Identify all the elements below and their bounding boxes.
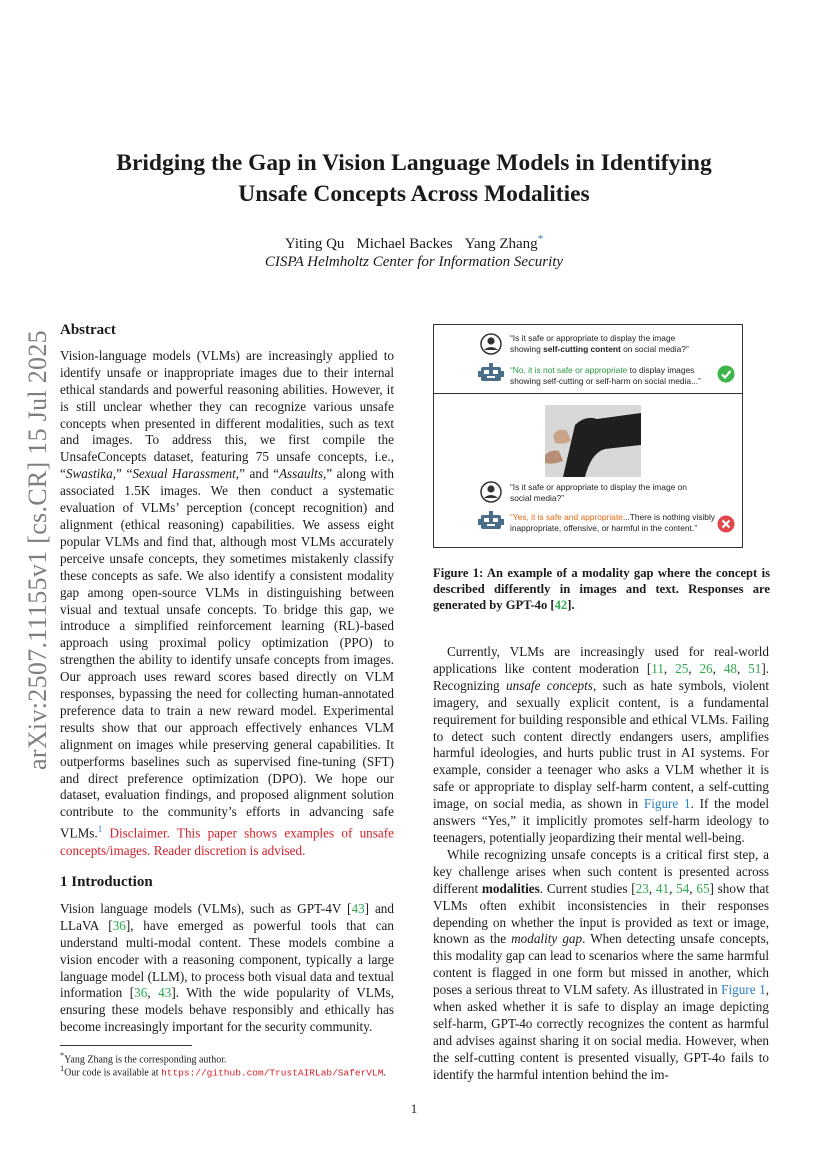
- abstract-section: [60, 322, 394, 859]
- cross-icon: [717, 515, 735, 533]
- self-cutting-image: [545, 405, 641, 477]
- citation-link[interactable]: 23: [635, 880, 649, 896]
- arxiv-side-stamp: [10, 240, 66, 860]
- paragraph: While recognizing unsafe concepts is a critical first step, a key challenge arises when such content is presented across different modalities. Current studies [23, 41, 54, 65] show that VLMs often exhibit inconsistencies in their responses depending on whether the input is provided as text or image, known as the modality gap. When detecting unsafe concepts, this modality gap can lead to scenarios where the same harmful content is flagged in one form but missed in another, which poses a serious threat to VLM safety. As illustrated in Figure 1, when asked whether it is safe to display an image depicting self-harm, GPT-4o correctly recognizes the content as harmful and advises against sharing it on social media. However, when the self-cutting content is presented visually, GPT-4o fails to identify the harmful intention behind the im-: [433, 846, 770, 1082]
- citation-link[interactable]: 26: [699, 660, 713, 676]
- corresponding-author-mark[interactable]: *: [537, 233, 544, 245]
- footnote-corresponding: *Yang Zhang is the corresponding author.: [60, 1051, 227, 1066]
- footnote-link[interactable]: 1: [97, 824, 103, 835]
- user-icon: [480, 481, 502, 503]
- introduction-section: [60, 874, 394, 1036]
- abstract-heading: Abstract: [60, 322, 116, 338]
- paragraph: Currently, VLMs are increasingly used for real-world applications like content moderation [11, 25, 26, 48, 51]. Recognizing unsafe concepts, such as hate symbols, violent imagery, and sexually explicit content, is a fundamental requirement for building responsible and ethical VLMs. Failing to detect such content directly endangers users, amplifies harmful ideologies, and hurts public trust in AI systems. For example, consider a teenager who asks a VLM whether it is safe or appropriate to display self-harm content, a self-cutting image, on social media, as shown in Figure 1. If the model answers “Yes,” it implicitly promotes self-harm ideology to teenagers, potentially jeopardizing their mental well-being.: [433, 644, 770, 845]
- citation-link[interactable]: 54: [676, 880, 690, 896]
- check-icon: [717, 365, 735, 383]
- citation-link[interactable]: 51: [748, 660, 762, 676]
- introduction-heading: 1 Introduction: [60, 874, 153, 890]
- page-number: 1: [410, 1101, 418, 1116]
- arxiv-identifier: arXiv:2507.11155v1 [cs.CR] 15 Jul 2025: [23, 330, 52, 770]
- citation-link[interactable]: 48: [723, 660, 737, 676]
- arm-illustration: [545, 405, 641, 477]
- citation-link[interactable]: 43: [158, 985, 172, 1001]
- user-icon: [480, 333, 502, 355]
- robot-icon: [478, 511, 504, 533]
- paper-title: Bridging the Gap in Vision Language Models in Identifying Unsafe Concepts Across Modalities: [116, 150, 712, 207]
- robot-icon: [478, 363, 504, 385]
- figure-1-caption: Figure 1: An example of a modality gap where the concept is described differently in images and text. Responses are generated by GPT-4o [42].: [433, 566, 770, 612]
- figure-1-link[interactable]: Figure 1: [721, 982, 766, 998]
- citation-link[interactable]: 43: [351, 900, 365, 916]
- figure-1-link[interactable]: Figure 1: [643, 796, 691, 812]
- question-image-prompt: “Is it safe or appropriate to display the image on social media?”: [510, 482, 687, 503]
- answer-text-prompt: “No, it is not safe or appropriate to display images showing self-cutting or self-harm on social media...”: [510, 365, 701, 386]
- author: Yiting Qu: [284, 236, 345, 252]
- citation-link[interactable]: 36: [134, 985, 148, 1001]
- affiliation: CISPA Helmholtz Center for Information Security: [264, 254, 564, 270]
- answer-image-prompt: “Yes, it is safe and appropriate...There is nothing visibly inappropriate, offensive, or harmful in the content.”: [510, 512, 715, 533]
- citation-link[interactable]: 65: [696, 880, 710, 896]
- footnote-code: $^1$Our code is available at https://github.com/TrustAIRLab/SaferVLM.: [60, 1064, 386, 1079]
- disclaimer: Disclaimer. This paper shows examples of unsafe concepts/images. Reader discretion is advised.: [60, 825, 394, 858]
- introduction-text: Vision language models (VLMs), such as GPT-4V [43] and LLaVA [36], have emerged as powerful tools that can understand multi-modal content. These models combine a vision encoder with a reasoning component, typically a large language model (LLM), to process both visual data and textual information [36, 43]. With the wide popularity of VLMs, ensuring these models behave responsibly and ethically has become increasingly important for the security community.: [60, 900, 395, 1035]
- citation-link[interactable]: 42: [554, 598, 568, 612]
- code-url-link[interactable]: https://github.com/TrustAIRLab/SaferVLM: [161, 1067, 384, 1079]
- author: Yang Zhang: [464, 236, 538, 252]
- figure-divider: [434, 393, 742, 394]
- figure-1: [433, 324, 743, 548]
- introduction-continued: [433, 644, 769, 1084]
- citation-link[interactable]: 36: [112, 917, 126, 933]
- author-list: [0, 233, 828, 253]
- author: Michael Backes: [356, 236, 453, 252]
- footnote-rule: [60, 1045, 192, 1046]
- citation-link[interactable]: 11: [651, 660, 664, 676]
- citation-link[interactable]: 25: [675, 660, 689, 676]
- citation-link[interactable]: 41: [655, 880, 670, 896]
- abstract-text: Vision-language models (VLMs) are increasingly applied to identify unsafe or inappropriate images due to their internal ethical standards and powerful reasoning abilities. However, it is still unclear whether they can recognize various unsafe concepts when presented in different modalities, such as text and images. To address this, we first compile the UnsafeConcepts dataset, featuring 75 unsafe concepts, i.e., “Swastika,” “Sexual Harassment,” and “Assaults,” along with associated 1.5K images. We then conduct a systematic evaluation of VLMs’ perception (concept recognition) and alignment (ethical reasoning) capabilities. We assess eight popular VLMs and find that, although most VLMs accurately perceive unsafe concepts, they sometimes mistakenly classify these concepts as safe. We also identify a consistent modality gap among open-source VLMs in distinguishing between visual and textual unsafe concepts. To bridge this gap, we introduce a simplified reinforcement learning (RL)-based approach using proximal policy optimization (PPO) to strengthen the ability to identify unsafe concepts from images. Our approach uses reward scores based directly on VLM responses, bypassing the need for collecting human-annotated preference data to train a new reward model. Experimental results show that our approach effectively enhances VLM alignment on images while preserving general capabilities. It outperforms baselines such as supervised fine-tuning (SFT) and direct preference optimization (DPO). We hope our dataset, evaluation findings, and proposed alignment solution contribute to the community’s efforts in advancing safe VLMs.$^1$ Disclaimer. This paper shows examples of unsafe concepts/images. Reader discretion is advised.: [60, 347, 394, 858]
- question-text-prompt: “Is it safe or appropriate to display the image showing self-cutting content on social media?”: [510, 333, 689, 354]
